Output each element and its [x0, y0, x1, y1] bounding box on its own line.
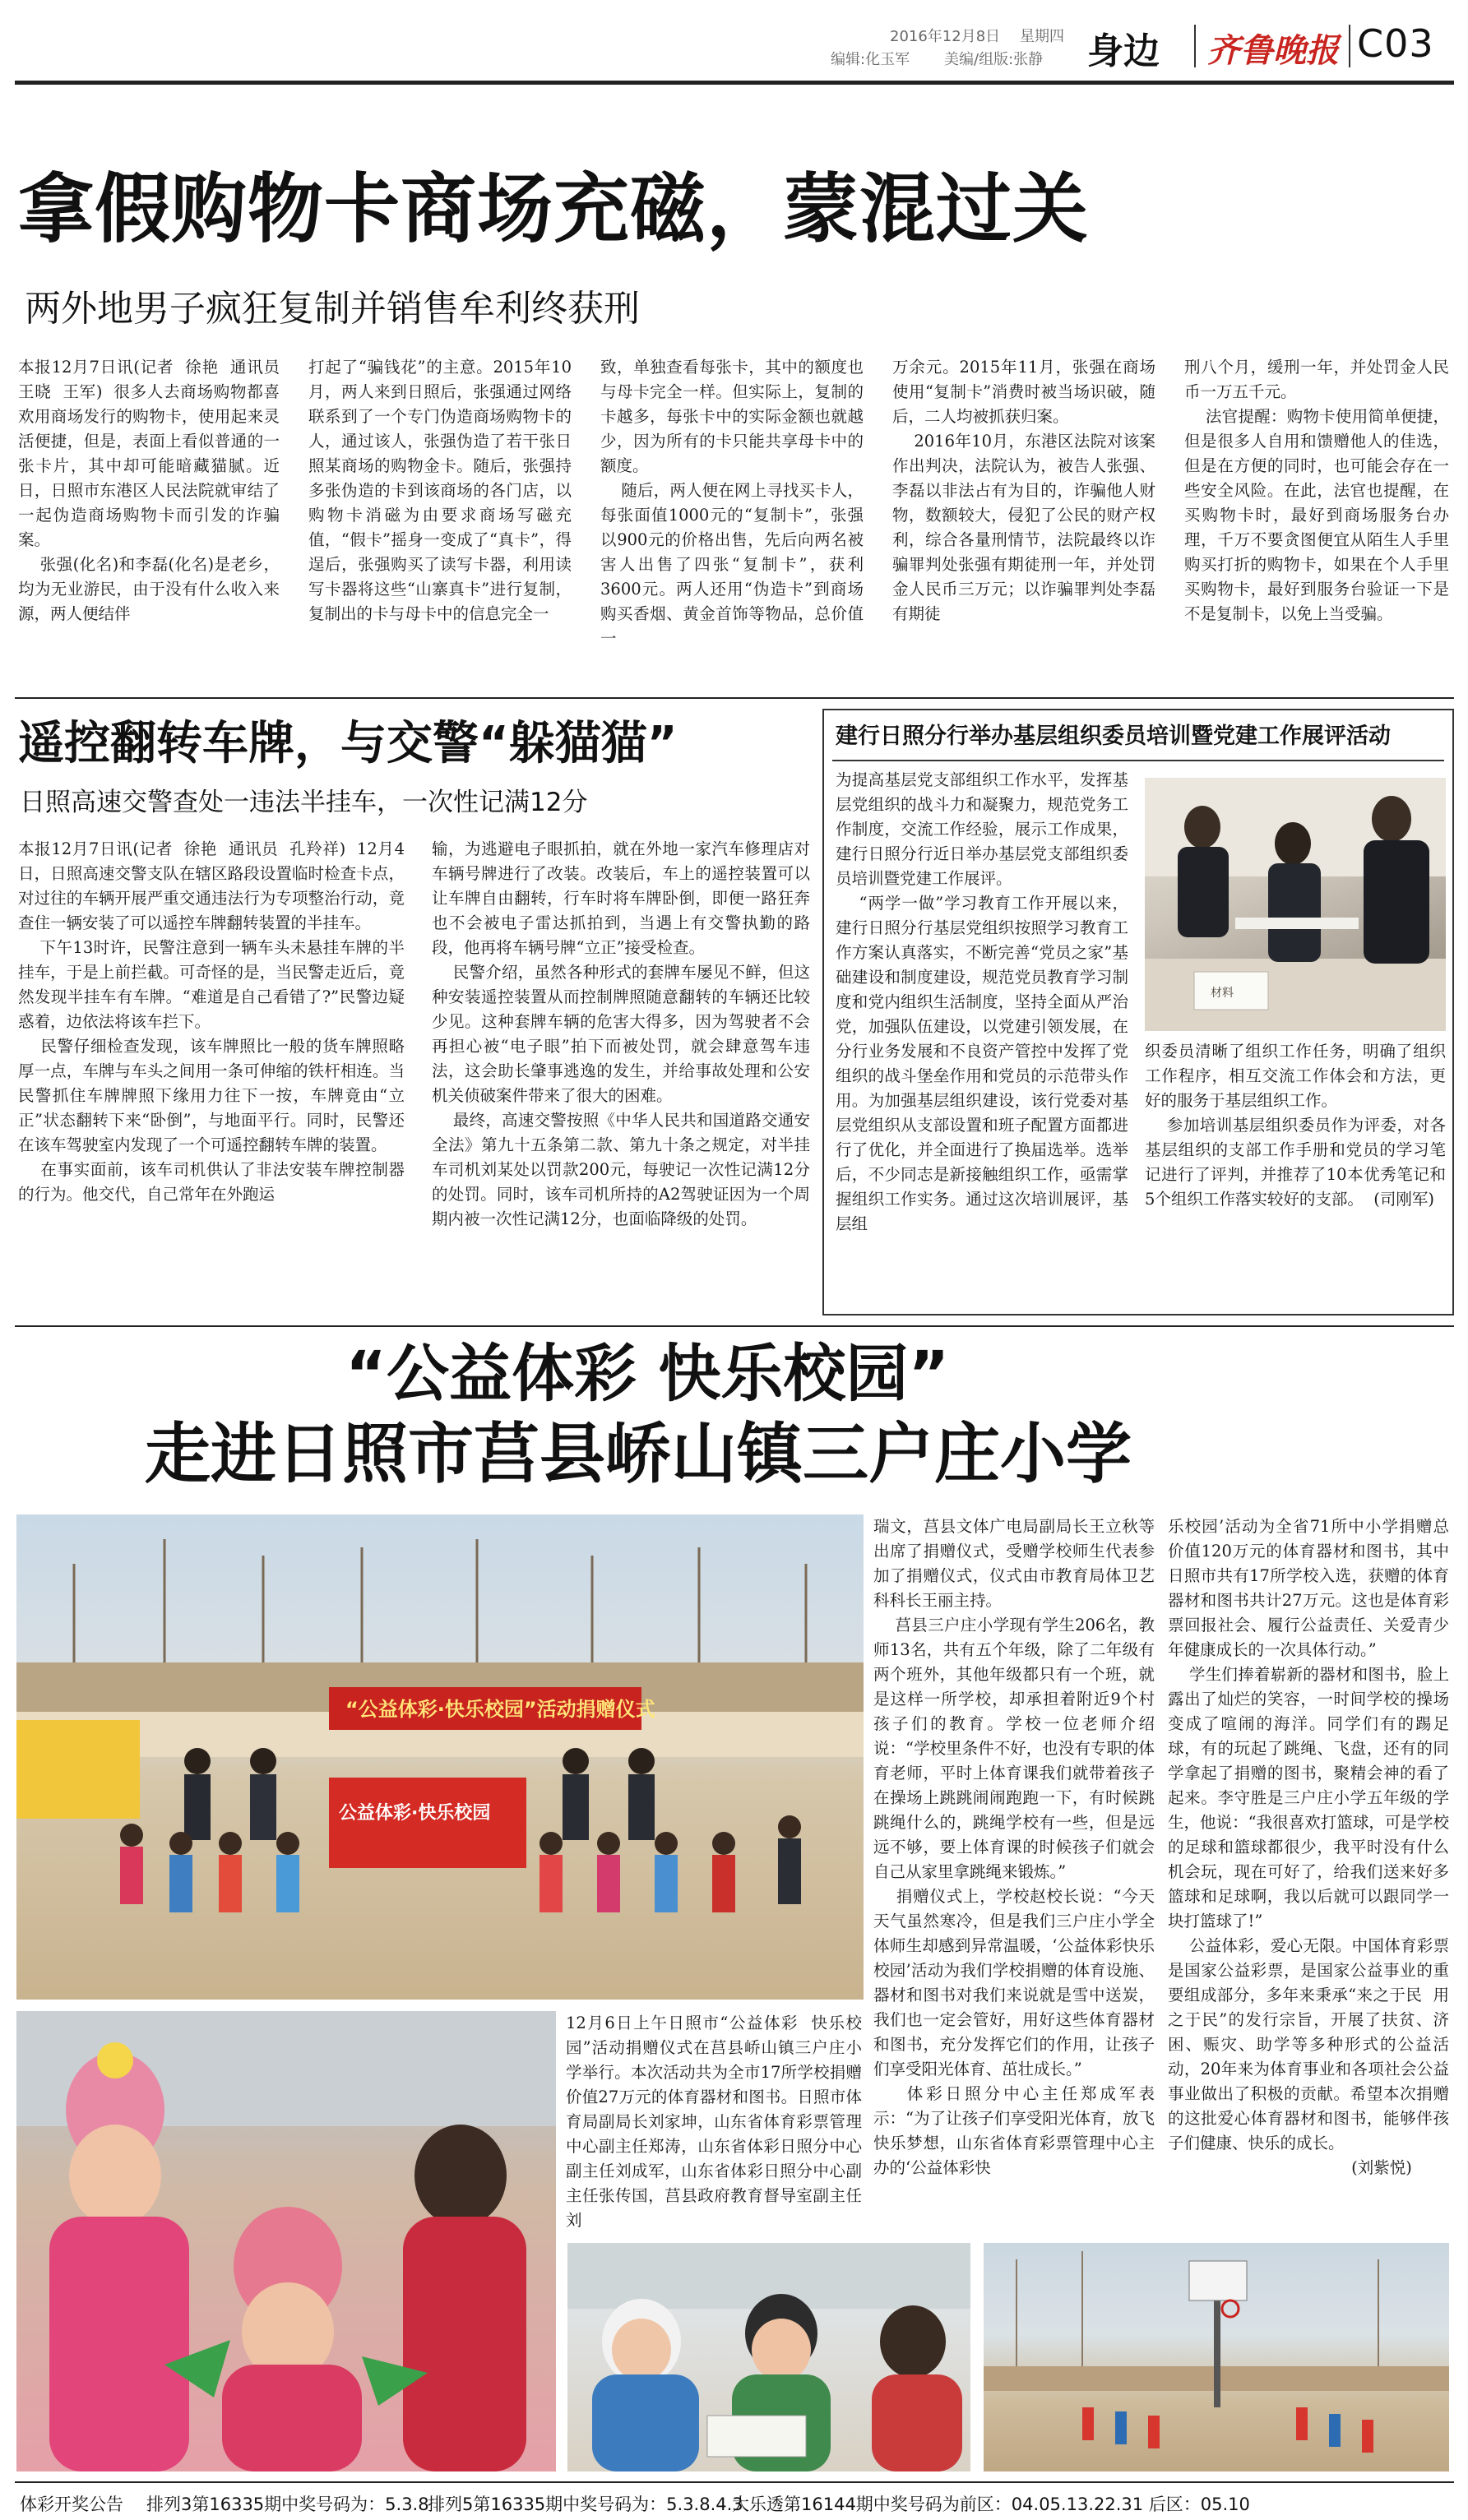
- story4-child-photo: [16, 2011, 556, 2471]
- story4-col2: 乐校园’活动为全省71所中小学捐赠总价值120万元的体育器材和图书，其中日照市共有17所学校入选，获赠的体育器材和图书共计27万元。这也是体育彩票回报社会、履行公益责任、关爱青少年健康成长的一次具体行动。” 学生们捧着崭新的器材和图书，脸上露出了灿烂的笑容，一时间学校的操场变成了喧闹的海洋。同学们有的踢足球，有的玩起了跳绳、飞盘，还有的同学拿起了捐赠的图书，聚精会神的看了起来。李守胜是三户庄小学五年级的学生，他说：“我很喜欢打篮球，可是学校的足球和篮球都很少，我平时没有什么机会玩，现在可好了，给我们送来好多篮球和足球啊，我以后就可以跟同学一块打篮球了!” 公益体彩，爱心无限。中国体育彩票是国家公益彩票，是国家公益事业的重要组成部分，多年来秉承“来之于民 用之于民”的发行宗旨，开展了扶贫、济困、赈灾、助学等多种形式的公益活动，20年来为体育事业和各项社会公益事业做出了积极的贡献。希望本次捐赠的这批爱心体育器材和图书，能够伴孩子们健康、快乐的成长。 (刘紫悦): [1168, 1517, 1449, 2177]
- story4-title-line1: “公益体彩 快乐校园”: [345, 1337, 950, 1410]
- donation-board-text: 公益体彩·快乐校园: [339, 1803, 491, 1824]
- story1-rule: [15, 697, 1454, 699]
- masthead-editor: 编辑:化玉军: [831, 51, 910, 68]
- kids-photo-svg: [567, 2243, 970, 2471]
- story4-title-line2: 走进日照市莒县峤山镇三户庄小学: [145, 1416, 1132, 1492]
- story1-title: 拿假购物卡商场充磁，蒙混过关: [18, 165, 1090, 253]
- story2-col2: 输，为逃避电子眼抓拍，就在外地一家汽车修理店对车辆号牌进行了改装。改装后，车上的遥控装置可以让车牌自由翻转，行车时将车牌卧倒，即便一路狂奔也不会被电子雷达抓拍到，当遇上有交警执勤的路段，他再将车辆号牌“立正”接受检查。 民警介绍，虽然各种形式的套牌车屡见不鲜，但这种安装遥控装置从而控制牌照随意翻转的车辆还比较少见。这种套牌车辆的危害大得多，因为驾驶者不会再担心被“电子眼”拍下而被处罚，就会肆意驾车违法，这会助长肇事逃逸的发生，并给事故处理和公安机关侦破案件带来了很大的困难。 最终，高速交警按照《中华人民共和国道路交通安全法》第九十五条第二款、第九十条之规定，对半挂车司机刘某处以罚款200元，每驶记一次性记满12分的处罚。同时，该车司机所持的A2驾驶证因为一个周期内被一次性记满12分，也面临降级的处罚。: [432, 839, 810, 1228]
- story4-col1: 瑞文，莒县文体广电局副局长王立秋等出席了捐赠仪式，受赠学校师生代表参加了捐赠仪式，仪式由市教育局体卫艺科科长王丽主持。 莒县三户庄小学现有学生206名，教师13名，共有五个年级，除了二年级有两个班外，其他年级都只有一个班，就是这样一所学校，却承担着附近9个村孩子们的教育。学校一位老师介绍说：“学校里条件不好，也没有专职的体育老师，平时上体育课我们就带着孩子在操场上跳跳闹闹跑跑一下，有时候跳跳绳什么的，跳绳学校有一些，但是远远不够，要上体育课的时候孩子们就会自己从家里拿跳绳来锻炼。” 捐赠仪式上，学校赵校长说：“今天天气虽然寒冷，但是我们三户庄小学全体师生却感到异常温暖，‘公益体彩快乐校园’活动为我们学校捐赠的体育设施、器材和图书对我们来说就是雪中送炭，我们也一定会管好，用好这些体育器材和图书，充分发挥它们的作用，让孩子们享受阳光体育、茁壮成长。” 体彩日照分中心主任郑成军表示：“为了让孩子们享受阳光体育，放飞快乐梦想，山东省体育彩票管理中心主办的‘公益体彩快: [873, 1517, 1155, 2177]
- story1-col5: 刑八个月，缓刑一年，并处罚金人民币一万五千元。 法官提醒：购物卡使用简单便捷，但是很多人自用和馈赠他人的佳选，但是在方便的同时，也可能会存在一些安全风险。在此，法官也提醒，在买购物卡时，最好到商场服务台办理，千万不要贪图便宜从陌生人手里购买打折的购物卡，如果在个人手里买购物卡，最好到服务台验证一下是不是复制卡，以免上当受骗。: [1184, 358, 1449, 623]
- masthead-designer: 美编/组版:张静: [944, 51, 1044, 68]
- story2-rule: [15, 1325, 1454, 1327]
- story2-title: 遥控翻转车牌，与交警“躲猫猫”: [18, 717, 678, 770]
- basketball-photo-svg: [984, 2243, 1449, 2471]
- story1-subtitle: 两外地男子疯狂复制并销售牟利终获刑: [25, 288, 640, 330]
- story2-subtitle: 日照高速交警查处一违法半挂车，一次性记满12分: [20, 788, 588, 817]
- story4-kids-photo: [567, 2243, 970, 2471]
- masthead-rule: [15, 81, 1454, 85]
- meeting-photo-svg: [1145, 778, 1446, 1031]
- masthead-date: 2016年12月8日: [890, 28, 1001, 45]
- footer-label: 体彩开奖公告: [20, 2495, 123, 2514]
- footer-daletou: 大乐透第16144期中奖号码为前区：04.05.13.22.31 后区：05.10: [732, 2495, 1250, 2514]
- footer-rule: [15, 2481, 1454, 2483]
- section-name: 身边: [1087, 30, 1160, 72]
- paper-logo: 齐鲁晚报: [1207, 31, 1339, 70]
- group-banner-text: “公益体彩·快乐校园”活动捐赠仪式: [345, 1698, 655, 1721]
- story4-group-photo: [16, 1514, 864, 2000]
- story3-title: 建行日照分行举办基层组织委员培训暨党建工作展评活动: [836, 724, 1391, 749]
- story1-col3: 致，单独查看每张卡，其中的额度也与母卡完全一样。但实际上，复制的卡越多，每张卡中的实际金额也就越少，因为所有的卡只能共享母卡中的额度。 随后，两人便在网上寻找买卡人，每张面值1000元的“复制卡”，张强以900元的价格出售，先后向两名被害人出售了四张“复制卡”，获利3600元。两人还用“伪造卡”到商场购买香烟、黄金首饰等物品，总价值一: [600, 358, 864, 648]
- story1-col2: 打起了“骗钱花”的主意。2015年10月，两人来到日照后，张强通过网络联系到了一个专门伪造商场购物卡的人，通过该人，张强伪造了若干张日照某商场的购物金卡。随后，张强持多张伪造的卡到该商场的各门店，以购物卡消磁为由要求商场写磁充值，“假卡”摇身一变成了“真卡”，得逞后，张强购买了读写卡器，利用读写卡器将这些“山寨真卡”进行复制，复制出的卡与母卡中的信息完全一: [308, 358, 572, 623]
- story1-col1: 本报12月7日讯(记者 徐艳 通讯员 王晓 王军) 很多人去商场购物都喜欢用商场发行的购物卡，使用起来灵活便捷，但是，表面上看似普通的一张卡片，其中却可能暗藏猫腻。近日，日照市东港区人民法院就审结了一起伪造商场购物卡而引发的诈骗案。 张强(化名)和李磊(化名)是老乡，均为无业游民，由于没有什么收入来源，两人便结伴: [18, 358, 280, 623]
- story3-col1: 为提高基层党支部组织工作水平，发挥基层党组织的战斗力和凝聚力，规范党务工作制度，交流工作经验，展示工作成果，建行日照分行近日举办基层党支部组织委员培训暨党建工作展评。 “两学一做”学习教育工作开展以来，建行日照分行基层党组织按照学习教育工作方案认真落实，不断完善“党员之家”基础建设和制度建设，规范党员教育学习制度和党内组织生活制度，坚持全面从严治党，加强队伍建设，以党建引领发展，在分行业务发展和不良资产管控中发挥了党组织的战斗堡垒作用和党员的示范带头作用。为加强基层组织建设，该行党委对基层党组织从支部设置和班子配置方面都进行了优化，并全面进行了换届选举。选举后，不少同志是新接触组织工作，亟需掌握组织工作实务。通过这次培训展评，基层组: [836, 770, 1128, 1233]
- masthead: [0, 0, 1468, 74]
- story4-basketball-photo: [984, 2243, 1449, 2471]
- photo-label: 材料: [1211, 987, 1234, 1000]
- story4-caption: 12月6日上午日照市“公益体彩 快乐校园”活动捐赠仪式在莒县峤山镇三户庄小学举行。本次活动共为全市17所学校捐赠价值27万元的体育器材和图书。日照市体育局副局长刘家坤，山东省体育彩票管理中心副主任郑涛，山东省体彩日照分中心副主任刘成军，山东省体彩日照分中心副主任张传国，莒县政府教育督导室副主任刘: [566, 2014, 862, 2230]
- footer-pailie5: 排列5第16335期中奖号码为：5.3.8.4.3: [428, 2495, 743, 2514]
- story3-photo: [1145, 778, 1446, 1031]
- story2-col1: 本报12月7日讯(记者 徐艳 通讯员 孔羚祥) 12月4日，日照高速交警支队在辖区路段设置临时检查卡点，对过往的车辆开展严重交通违法行为专项整治行动，竟查住一辆安装了可以遥控车牌翻转装置的半挂车。 下午13时许，民警注意到一辆车头未悬挂车牌的半挂车，于是上前拦截。可奇怪的是，当民警走近后，竟然发现半挂车有车牌。“难道是自己看错了?”民警边疑惑着，边依法将该车拦下。 民警仔细检查发现，该车牌照比一般的货车牌照略厚一点，车牌与车头之间用一条可伸缩的铁杆相连。当民警抓住车牌牌照下缘用力往下一按，车牌竟由“立正”状态翻转下来“卧倒”，与地面平行。同时，民警还在该车驾驶室内发现了一个可遥控翻转车牌的装置。 在事实面前，该车司机供认了非法安装车牌控制器的行为。他交代，自己常年在外跑运: [18, 839, 405, 1204]
- story3-col2: 织委员清晰了组织工作任务，明确了组织工作程序，相互交流工作体会和方法，更好的服务于基层组织工作。 参加培训基层组织委员作为评委，对各基层组织的支部工作手册和党员的学习笔记进行了评判，并推荐了10本优秀笔记和5个组织工作落实较好的支部。 (司刚军): [1145, 1042, 1446, 1209]
- footer-pailie3: 排列3第16335期中奖号码为：5.3.8: [146, 2495, 429, 2514]
- group-photo-svg: [16, 1514, 864, 2000]
- child-photo-svg: [16, 2011, 556, 2471]
- page-number: C03: [1357, 21, 1434, 66]
- story1-col4: 万余元。2015年11月，张强在商场使用“复制卡”消费时被当场识破，随后，二人均被抓获归案。 2016年10月，东港区法院对该案作出判决，法院认为，被告人张强、李磊以非法占有为目的，诈骗他人财物，数额较大，侵犯了公民的财产权利，综合各量刑情节，法院最终以诈骗罪判处张强有期徒刑一年，并处罚金人民币三万元；以诈骗罪判处李磊有期徒: [892, 358, 1155, 623]
- masthead-weekday: 星期四: [1020, 28, 1064, 45]
